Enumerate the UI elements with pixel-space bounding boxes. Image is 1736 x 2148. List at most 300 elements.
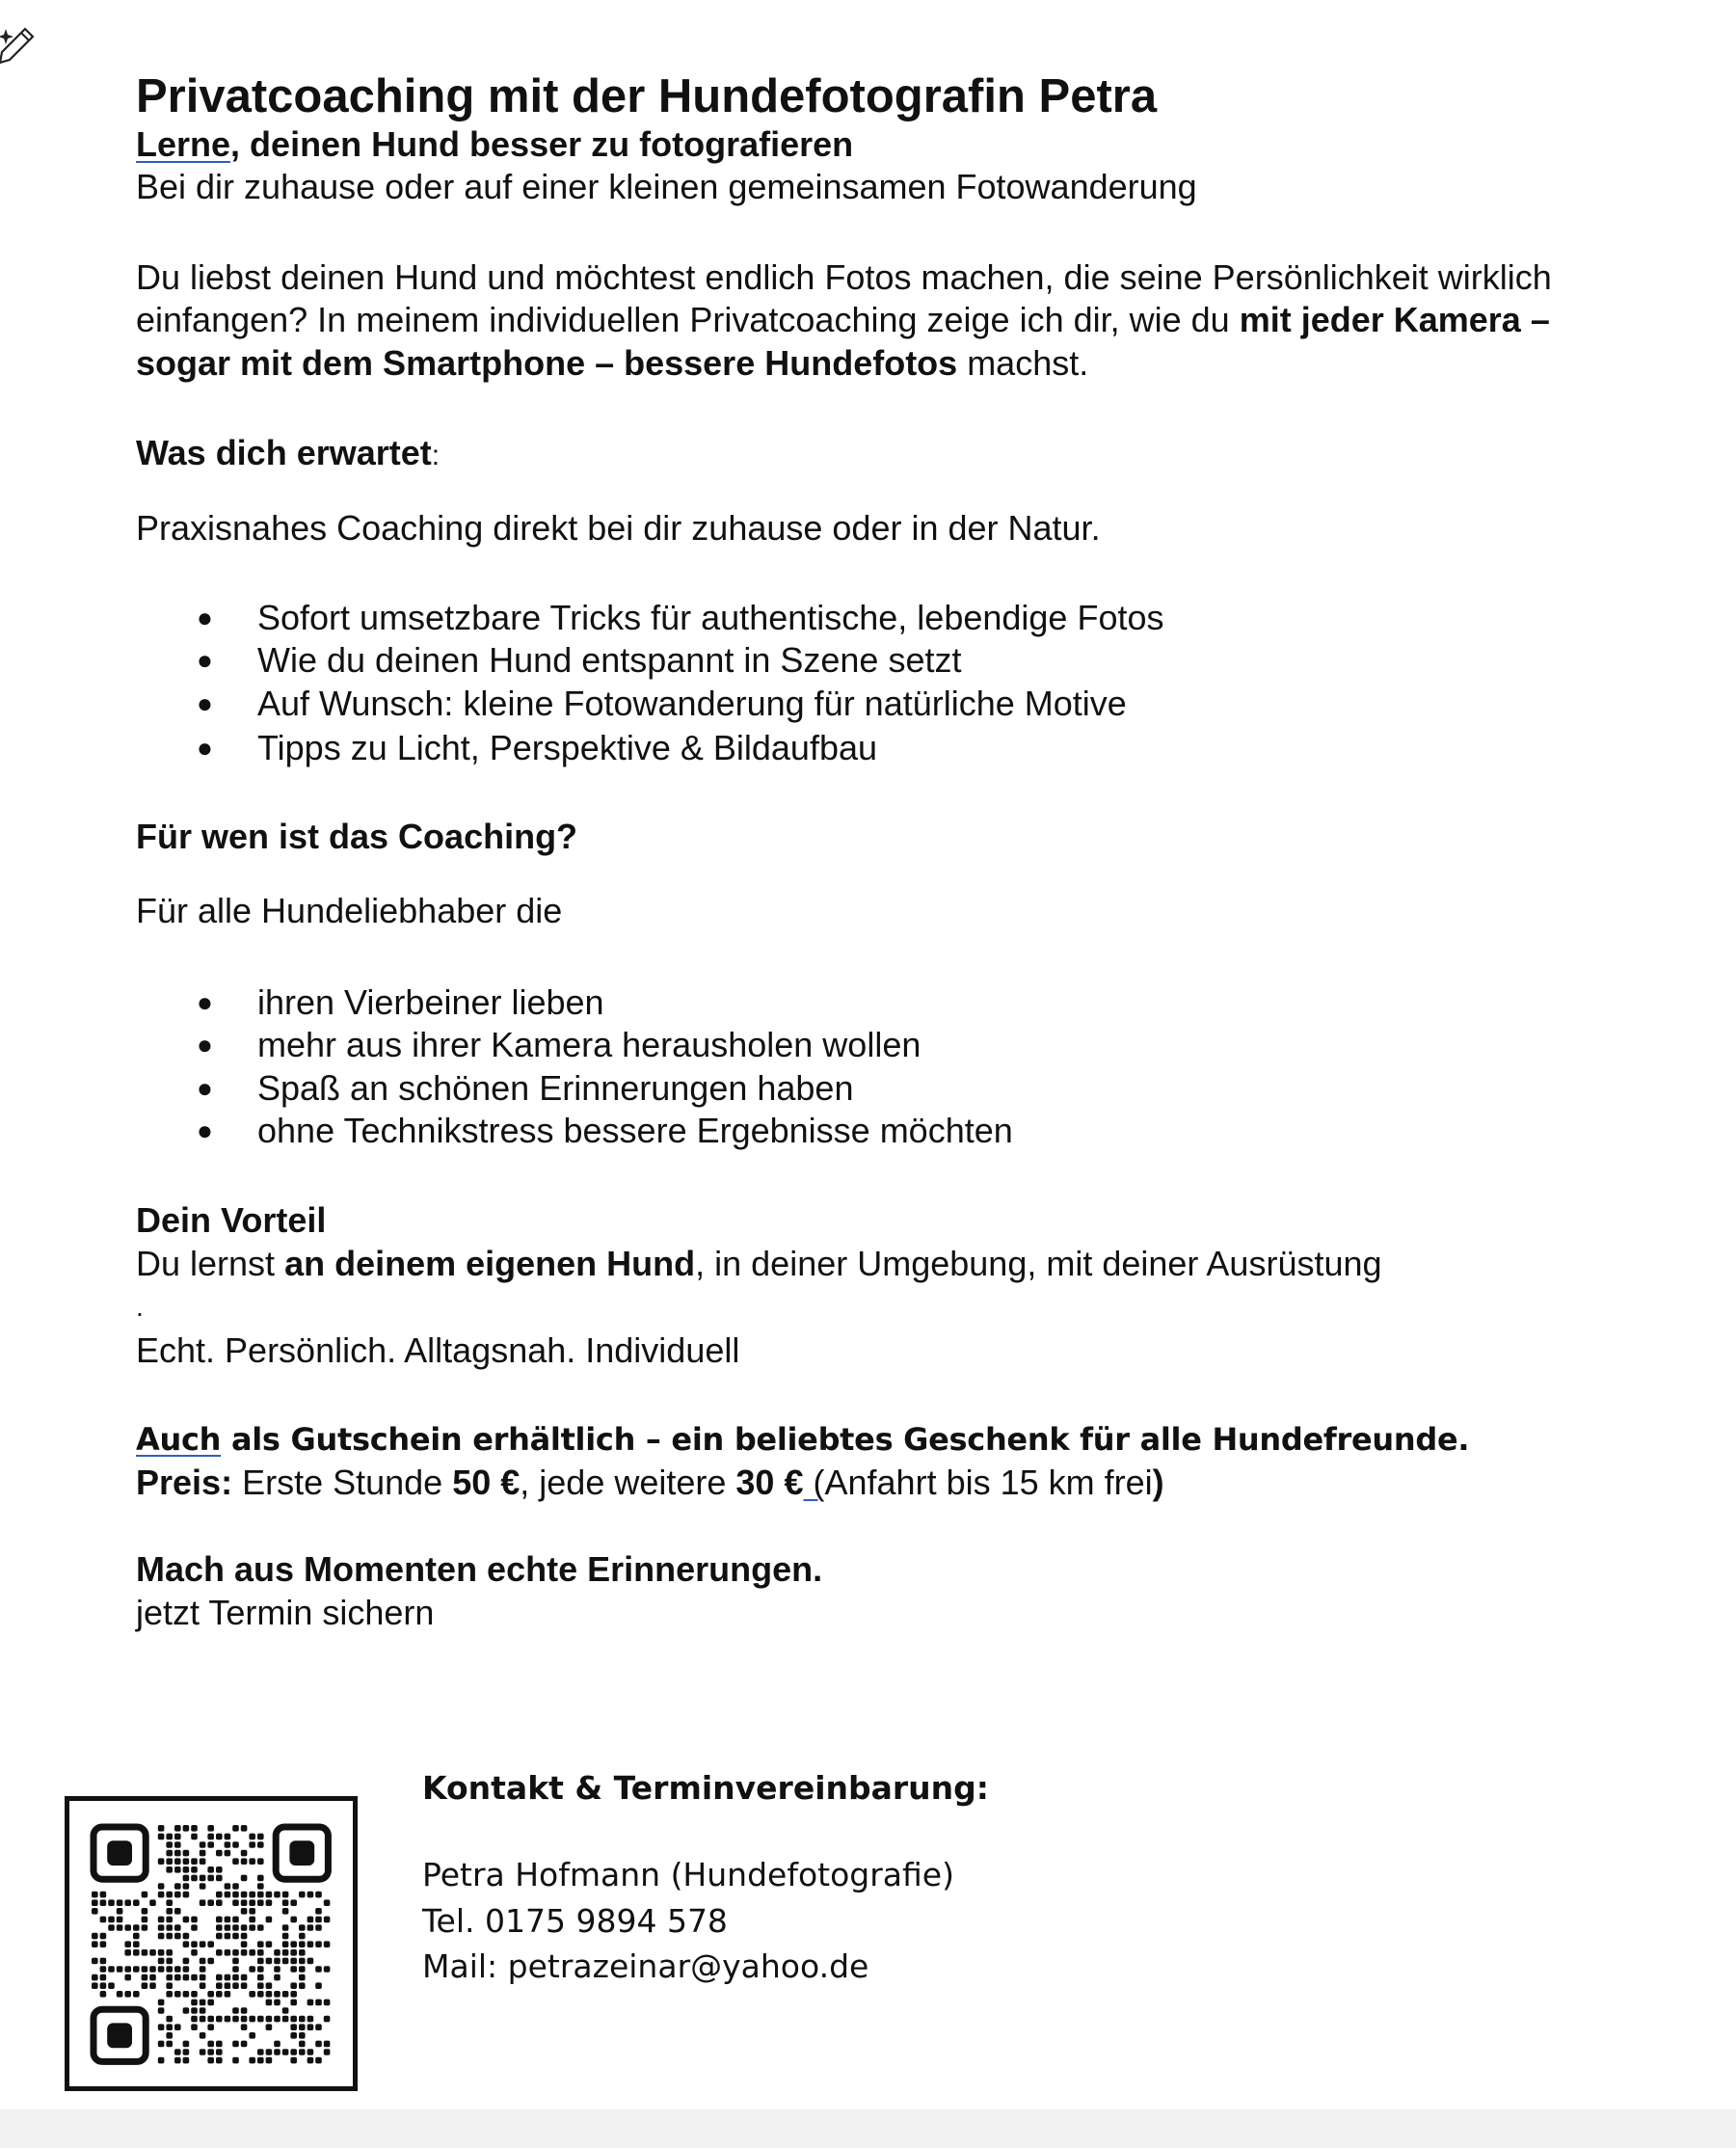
qr-module	[290, 1991, 297, 1998]
qr-module	[266, 2000, 273, 2006]
qr-module	[216, 1875, 223, 1882]
slogan: Echt. Persönlich. Alltagsnah. Individuell	[136, 1330, 740, 1370]
qr-module	[266, 2016, 273, 2023]
qr-module	[315, 1982, 322, 1989]
qr-module	[200, 1850, 206, 1857]
qr-module	[266, 1892, 273, 1898]
qr-module	[299, 1966, 306, 1973]
qr-module	[257, 1966, 264, 1973]
qr-module	[142, 1892, 148, 1898]
qr-module	[92, 1899, 98, 1906]
qr-module	[117, 1908, 123, 1915]
qr-module	[166, 1924, 173, 1931]
qr-module	[241, 2041, 248, 2048]
pencil-sparkle-icon[interactable]	[0, 21, 39, 79]
qr-module	[299, 1949, 306, 1956]
qr-module	[324, 1966, 331, 1973]
qr-module	[307, 1892, 314, 1898]
qr-module	[158, 1883, 165, 1890]
qr-module	[174, 1866, 181, 1873]
qr-module	[307, 2016, 314, 2023]
qr-module	[117, 1924, 123, 1931]
qr-module	[191, 2016, 198, 2023]
voucher-line: Auch als Gutschein erhältlich – ein beliebtes Geschenk für alle Hundefreunde.	[136, 1421, 1470, 1458]
qr-module	[92, 1958, 98, 1965]
qr-module	[100, 1991, 107, 1998]
qr-module	[158, 2057, 165, 2064]
qr-module	[257, 1858, 264, 1865]
qr-finder-center	[107, 2023, 132, 2048]
qr-module	[183, 2049, 190, 2055]
qr-module	[166, 1858, 173, 1865]
qr-module	[299, 2041, 306, 2048]
qr-module	[324, 2000, 331, 2006]
list-item: ihren Vierbeiner lieben	[257, 982, 604, 1022]
qr-module	[149, 1949, 156, 1956]
qr-module	[207, 1834, 214, 1840]
qr-module	[307, 1924, 314, 1931]
closing-heading: Mach aus Momenten echte Erinnerungen.	[136, 1549, 823, 1589]
qr-module	[266, 2024, 273, 2030]
qr-module	[183, 1850, 190, 1857]
qr-module	[282, 2016, 289, 2023]
qr-module	[158, 2024, 165, 2030]
qr-module	[166, 1834, 173, 1840]
qr-module	[183, 1875, 190, 1882]
qr-module	[315, 2041, 322, 2048]
qr-module	[241, 1982, 248, 1989]
qr-module	[207, 1899, 214, 1906]
qr-module	[249, 1841, 255, 1848]
qr-module	[282, 1899, 289, 1906]
qr-module	[191, 1949, 198, 1956]
qr-module	[307, 2057, 314, 2064]
qr-module	[92, 1941, 98, 1947]
qr-module	[133, 1941, 140, 1947]
qr-module	[200, 1841, 206, 1848]
qr-module	[257, 1924, 264, 1931]
qr-module	[149, 1966, 156, 1973]
qr-module	[290, 1958, 297, 1965]
bullet-icon: ●	[197, 733, 213, 763]
contact-heading: Kontakt & Terminvereinbarung:	[422, 1769, 989, 1807]
qr-module	[315, 2000, 322, 2006]
qr-module	[225, 1841, 231, 1848]
qr-module	[117, 1917, 123, 1923]
qr-module	[191, 1825, 198, 1832]
qr-module	[257, 1883, 264, 1890]
qr-module	[174, 2049, 181, 2055]
qr-module	[158, 1825, 165, 1832]
qr-module	[232, 2007, 239, 2014]
qr-module	[108, 1966, 115, 1973]
footer-bar	[0, 2109, 1736, 2148]
advantage-dot: .	[136, 1292, 144, 1322]
qr-module	[174, 2057, 181, 2064]
qr-module	[216, 1982, 223, 1989]
qr-module	[100, 1958, 107, 1965]
qr-module	[307, 1958, 314, 1965]
qr-module	[200, 1966, 206, 1973]
qr-module	[299, 2049, 306, 2055]
qr-module	[241, 1924, 248, 1931]
qr-module	[166, 1917, 173, 1923]
list-item: Sofort umsetzbare Tricks für authentische, lebendige Fotos	[257, 598, 1164, 637]
qr-module	[274, 1991, 280, 1998]
list-item: Spaß an schönen Erinnerungen haben	[257, 1068, 854, 1108]
qr-module	[183, 1933, 190, 1940]
qr-module	[232, 1924, 239, 1931]
qr-module	[225, 1834, 231, 1840]
qr-module	[324, 2041, 331, 2048]
qr-module	[216, 1924, 223, 1931]
qr-module	[241, 1899, 248, 1906]
qr-module	[174, 1883, 181, 1890]
qr-module	[174, 1908, 181, 1915]
intro-line-1: Du liebst deinen Hund und möchtest endlich Fotos machen, die seine Persönlichkeit wirklich	[136, 257, 1552, 297]
bullet-icon: ●	[197, 645, 213, 675]
qr-module	[225, 1974, 231, 1981]
qr-module	[207, 2024, 214, 2030]
qr-module	[241, 1908, 248, 1915]
qr-module	[124, 1949, 131, 1956]
bullet-icon: ●	[197, 603, 213, 632]
qr-module	[266, 1917, 273, 1923]
qr-module	[232, 1966, 239, 1973]
intro-line-3: sogar mit dem Smartphone – bessere Hundefotos machst.	[136, 343, 1089, 383]
qr-module	[191, 2024, 198, 2030]
qr-module	[266, 1899, 273, 1906]
qr-module	[216, 2049, 223, 2055]
section-heading-audience: Für wen ist das Coaching?	[136, 817, 578, 856]
qr-module	[200, 2007, 206, 2014]
qr-module	[133, 1924, 140, 1931]
qr-module	[232, 1982, 239, 1989]
qr-module	[142, 1924, 148, 1931]
qr-module	[92, 1908, 98, 1915]
qr-module	[207, 1991, 214, 1998]
qr-module	[290, 1899, 297, 1906]
qr-module	[225, 1949, 231, 1956]
qr-module	[225, 1991, 231, 1998]
qr-module	[166, 1966, 173, 1973]
qr-module	[216, 1933, 223, 1940]
qr-module	[174, 1892, 181, 1898]
qr-module	[249, 1924, 255, 1931]
qr-module	[307, 2049, 314, 2055]
qr-module	[200, 2049, 206, 2055]
qr-module	[249, 1899, 255, 1906]
qr-module	[100, 1941, 107, 1947]
qr-module	[290, 2049, 297, 2055]
qr-module	[290, 2032, 297, 2039]
qr-module	[299, 1958, 306, 1965]
qr-module	[108, 1982, 115, 1989]
qr-module	[274, 2041, 280, 2048]
qr-module	[158, 2000, 165, 2006]
qr-module	[216, 1991, 223, 1998]
qr-module	[282, 1892, 289, 1898]
qr-module	[216, 1974, 223, 1981]
qr-code-graphic	[69, 1801, 353, 2086]
qr-module	[249, 1908, 255, 1915]
qr-module	[158, 1834, 165, 1840]
qr-module	[100, 1974, 107, 1981]
qr-module	[100, 1917, 107, 1923]
qr-module	[200, 1941, 206, 1947]
qr-module	[290, 2057, 297, 2064]
bullet-icon: ●	[197, 688, 213, 718]
qr-module	[142, 1974, 148, 1981]
qr-module	[124, 1974, 131, 1981]
bullet-icon: ●	[197, 1030, 213, 1060]
qr-module	[225, 1892, 231, 1898]
qr-module	[274, 2049, 280, 2055]
qr-module	[299, 1892, 306, 1898]
qr-module	[299, 1924, 306, 1931]
qr-module	[133, 1949, 140, 1956]
qr-module	[183, 1825, 190, 1832]
qr-module	[274, 1974, 280, 1981]
qr-module	[274, 2000, 280, 2006]
qr-module	[232, 1958, 239, 1965]
qr-module	[241, 1850, 248, 1857]
qr-module	[166, 1908, 173, 1915]
qr-module	[315, 2024, 322, 2030]
qr-module	[174, 1924, 181, 1931]
qr-module	[282, 1941, 289, 1947]
qr-module	[315, 2057, 322, 2064]
qr-module	[183, 1958, 190, 1965]
qr-module	[225, 2016, 231, 2023]
qr-module	[207, 2049, 214, 2055]
qr-module	[216, 1850, 223, 1857]
qr-module	[241, 1875, 248, 1882]
qr-module	[315, 1917, 322, 1923]
qr-module	[225, 1850, 231, 1857]
qr-module	[158, 1917, 165, 1923]
qr-module	[225, 1917, 231, 1923]
bullet-icon: ●	[197, 1115, 213, 1145]
qr-module	[174, 1991, 181, 1998]
qr-module	[282, 1924, 289, 1931]
qr-module	[183, 1991, 190, 1998]
qr-module	[266, 2049, 273, 2055]
qr-module	[249, 1949, 255, 1956]
qr-module	[282, 1933, 289, 1940]
qr-module	[216, 1917, 223, 1923]
qr-module	[257, 1841, 264, 1848]
qr-module	[299, 1974, 306, 1981]
qr-module	[290, 2024, 297, 2030]
section-heading-expectations: Was dich erwartet:	[136, 433, 441, 472]
qr-module	[200, 1875, 206, 1882]
qr-module	[241, 1933, 248, 1940]
qr-module	[133, 1933, 140, 1940]
qr-module	[183, 2007, 190, 2014]
qr-module	[166, 1850, 173, 1857]
qr-module	[241, 2024, 248, 2030]
qr-module	[257, 1982, 264, 1989]
section-intro-audience: Für alle Hundeliebhaber die	[136, 891, 563, 930]
qr-module	[207, 1941, 214, 1947]
qr-module	[142, 1949, 148, 1956]
qr-module	[124, 1899, 131, 1906]
qr-module	[166, 1866, 173, 1873]
qr-module	[225, 1924, 231, 1931]
qr-module	[158, 2041, 165, 2048]
qr-module	[307, 1941, 314, 1947]
price-line: Preis: Erste Stunde 50 €, jede weitere 30 € (Anfahrt bis 15 km frei)	[136, 1463, 1164, 1502]
qr-module	[158, 1966, 165, 1973]
qr-module	[142, 1908, 148, 1915]
list-item: mehr aus ihrer Kamera herausholen wollen	[257, 1025, 921, 1064]
bullet-icon: ●	[197, 1073, 213, 1103]
contact-mail: Mail: petrazeinar@yahoo.de	[422, 1947, 869, 1985]
qr-module	[290, 2000, 297, 2006]
qr-module	[241, 2016, 248, 2023]
qr-module	[315, 1908, 322, 1915]
qr-module	[100, 1966, 107, 1973]
qr-module	[216, 1866, 223, 1873]
qr-module	[324, 1941, 331, 1947]
qr-module	[174, 1834, 181, 1840]
qr-module	[166, 1899, 173, 1906]
qr-module	[266, 1958, 273, 1965]
qr-module	[225, 1933, 231, 1940]
list-item: Tipps zu Licht, Perspektive & Bildaufbau	[257, 728, 878, 767]
intro-line-2: einfangen? In meinem individuellen Privatcoaching zeige ich dir, wie du mit jeder Kamera –	[136, 300, 1550, 339]
qr-module	[108, 1917, 115, 1923]
qr-module	[100, 1933, 107, 1940]
qr-module	[166, 1841, 173, 1848]
qr-module	[200, 1858, 206, 1865]
qr-module	[183, 1858, 190, 1865]
qr-module	[183, 1883, 190, 1890]
qr-module	[225, 1982, 231, 1989]
qr-module	[257, 1958, 264, 1965]
qr-module	[166, 1974, 173, 1981]
qr-module	[166, 1892, 173, 1898]
qr-module	[100, 1982, 107, 1989]
qr-module	[241, 1941, 248, 1947]
qr-module	[274, 1949, 280, 1956]
qr-module	[149, 1899, 156, 1906]
qr-module	[124, 1991, 131, 1998]
qr-module	[307, 2000, 314, 2006]
qr-module	[290, 1917, 297, 1923]
qr-module	[207, 2041, 214, 2048]
qr-module	[290, 1949, 297, 1956]
qr-module	[183, 2057, 190, 2064]
qr-module	[299, 1982, 306, 1989]
qr-module	[274, 1958, 280, 1965]
qr-module	[117, 1966, 123, 1973]
qr-module	[166, 1949, 173, 1956]
qr-module	[191, 1917, 198, 1923]
qr-module	[307, 2024, 314, 2030]
qr-module	[174, 1966, 181, 1973]
qr-module	[232, 1858, 239, 1865]
qr-module	[149, 1982, 156, 1989]
qr-module	[216, 1899, 223, 1906]
qr-module	[274, 1892, 280, 1898]
qr-module	[257, 1949, 264, 1956]
qr-module	[158, 1892, 165, 1898]
qr-module	[200, 2000, 206, 2006]
qr-module	[290, 1982, 297, 1989]
qr-module	[249, 1834, 255, 1840]
qr-finder-center	[107, 1840, 132, 1866]
qr-module	[183, 1866, 190, 1873]
qr-module	[133, 1966, 140, 1973]
qr-module	[142, 1982, 148, 1989]
qr-module	[232, 2041, 239, 2048]
qr-module	[232, 1974, 239, 1981]
qr-module	[299, 1933, 306, 1940]
qr-module	[290, 1966, 297, 1973]
qr-module	[216, 1834, 223, 1840]
qr-module	[200, 2016, 206, 2023]
qr-module	[174, 2024, 181, 2030]
qr-module	[216, 2041, 223, 2048]
qr-module	[232, 1883, 239, 1890]
qr-module	[324, 2049, 331, 2055]
qr-module	[232, 1899, 239, 1906]
qr-module	[207, 1958, 214, 1965]
qr-module	[183, 1941, 190, 1947]
qr-module	[124, 1924, 131, 1931]
qr-module	[257, 2057, 264, 2064]
qr-module	[174, 1841, 181, 1848]
qr-module	[174, 1974, 181, 1981]
qr-module	[200, 2032, 206, 2039]
qr-module	[108, 1924, 115, 1931]
qr-module	[174, 1933, 181, 1940]
qr-module	[232, 1949, 239, 1956]
advantage-heading: Dein Vorteil	[136, 1200, 327, 1240]
qr-module	[315, 1941, 322, 1947]
qr-module	[216, 2016, 223, 2023]
qr-module	[191, 1834, 198, 1840]
qr-module	[158, 1858, 165, 1865]
qr-module	[257, 1991, 264, 1998]
bullet-icon: ●	[197, 987, 213, 1017]
qr-module	[207, 1875, 214, 1882]
qr-module	[117, 1899, 123, 1906]
qr-module	[249, 1991, 255, 1998]
qr-module	[266, 1941, 273, 1947]
qr-module	[324, 1917, 331, 1923]
qr-module	[249, 2057, 255, 2064]
qr-module	[183, 1892, 190, 1898]
qr-module	[166, 1982, 173, 1989]
qr-module	[191, 1924, 198, 1931]
qr-module	[266, 1991, 273, 1998]
qr-module	[191, 1941, 198, 1947]
qr-module	[225, 1883, 231, 1890]
qr-module	[257, 1974, 264, 1981]
mail-link[interactable]: petrazeinar@yahoo.de	[507, 1947, 869, 1985]
qr-module	[191, 1991, 198, 1998]
qr-module	[158, 1924, 165, 1931]
qr-module	[207, 1825, 214, 1832]
qr-code-icon[interactable]	[65, 1796, 358, 2091]
list-item: ohne Technikstress bessere Ergebnisse möchten	[257, 1111, 1013, 1150]
advantage-text: Du lernst an deinem eigenen Hund, in deiner Umgebung, mit deiner Ausrüstung	[136, 1244, 1382, 1283]
qr-module	[241, 1825, 248, 1832]
qr-module	[282, 2049, 289, 2055]
